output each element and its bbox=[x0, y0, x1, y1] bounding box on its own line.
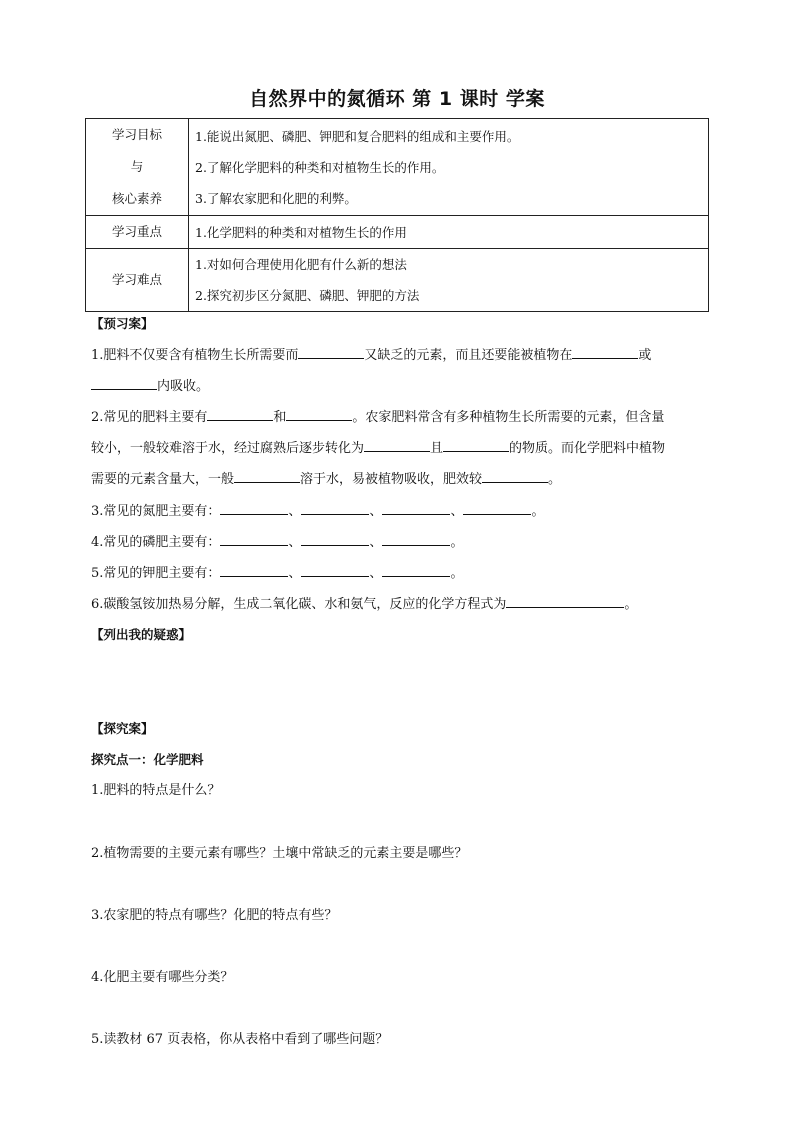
goal-item-1: 1.能说出氮肥、磷肥、钾肥和复合肥料的组成和主要作用。 bbox=[195, 128, 520, 144]
fill-blank[interactable] bbox=[220, 500, 288, 515]
fill-blank[interactable] bbox=[382, 531, 450, 546]
q2-text-c: 。农家肥料常含有多种植物生长所需要的元素，但含量 bbox=[352, 410, 665, 425]
goals-label-line-1: 学习目标 bbox=[111, 127, 162, 142]
separator: 、 bbox=[288, 566, 302, 581]
difficulties-label: 学习难点 bbox=[111, 272, 162, 287]
goals-label-cell bbox=[86, 119, 189, 216]
q2-text-f: 的物质。而化学肥料中植物 bbox=[509, 441, 666, 456]
fill-blank[interactable] bbox=[301, 562, 369, 577]
q1-text-d: 内吸收。 bbox=[157, 379, 210, 394]
period: 。 bbox=[531, 504, 545, 519]
goal-item-2: 2.了解化学肥料的种类和对植物生长的作用。 bbox=[195, 159, 445, 175]
doubts-heading: 【列出我的疑惑】 bbox=[91, 627, 192, 642]
fill-blank[interactable] bbox=[382, 562, 450, 577]
fill-blank[interactable] bbox=[286, 406, 352, 421]
separator: 、 bbox=[369, 535, 383, 550]
q1-text-a: 1.肥料不仅要含有植物生长所需要而 bbox=[91, 348, 299, 363]
fill-blank[interactable] bbox=[506, 593, 624, 608]
period: 。 bbox=[450, 566, 464, 581]
table-row-key-points bbox=[86, 216, 709, 249]
separator: 、 bbox=[369, 566, 383, 581]
q2-text-e: 且 bbox=[430, 441, 444, 456]
inquiry-question-2: 2.植物需要的主要元素有哪些？土壤中常缺乏的元素主要是哪些？ bbox=[91, 846, 468, 861]
page-title: 自然界中的氮循环 第 1 课时 学案 bbox=[249, 88, 545, 110]
preview-q6 bbox=[91, 593, 637, 616]
fill-blank[interactable] bbox=[220, 531, 288, 546]
fill-blank[interactable] bbox=[91, 375, 157, 390]
q3-text: 3.常见的氮肥主要有： bbox=[91, 504, 221, 519]
table-row-goals bbox=[86, 119, 709, 216]
difficulties-content-cell bbox=[189, 249, 709, 312]
q2-text-a: 2.常见的肥料主要有 bbox=[91, 410, 208, 425]
fill-blank[interactable] bbox=[463, 500, 531, 515]
q1-text-c: 或 bbox=[638, 348, 652, 363]
q2-text-i: 。 bbox=[548, 472, 562, 487]
key-points-label-cell bbox=[86, 216, 189, 249]
difficulty-item-1: 1.对如何合理使用化肥有什么新的想法 bbox=[195, 257, 407, 272]
q5-text: 5.常见的钾肥主要有： bbox=[91, 566, 221, 581]
table-row-difficulties bbox=[86, 249, 709, 312]
period: 。 bbox=[624, 597, 638, 612]
preview-heading: 【预习案】 bbox=[91, 316, 154, 331]
fill-blank[interactable] bbox=[301, 531, 369, 546]
separator: 、 bbox=[288, 535, 302, 550]
inquiry-question-5: 5.读教材 67 页表格，你从表格中看到了哪些问题？ bbox=[91, 1032, 389, 1047]
preview-q2-line-2 bbox=[91, 437, 665, 460]
preview-q2-line-1 bbox=[91, 406, 664, 429]
fill-blank[interactable] bbox=[220, 562, 288, 577]
fill-blank[interactable] bbox=[482, 468, 548, 483]
key-points-label: 学习重点 bbox=[111, 224, 162, 239]
period: 。 bbox=[450, 535, 464, 550]
goals-table bbox=[85, 118, 709, 312]
fill-blank[interactable] bbox=[298, 344, 364, 359]
separator: 、 bbox=[450, 504, 464, 519]
difficulty-item-2: 2.探究初步区分氮肥、磷肥、钾肥的方法 bbox=[195, 288, 420, 303]
preview-q5 bbox=[91, 562, 463, 585]
preview-q4 bbox=[91, 531, 463, 554]
goals-label-line-3: 核心素养 bbox=[111, 191, 162, 206]
inquiry-question-3: 3.农家肥的特点有哪些？化肥的特点有些？ bbox=[91, 908, 338, 923]
q6-text: 6.碳酸氢铵加热易分解，生成二氧化碳、水和氨气，反应的化学方程式为 bbox=[91, 597, 507, 612]
fill-blank[interactable] bbox=[572, 344, 638, 359]
fill-blank[interactable] bbox=[382, 500, 450, 515]
fill-blank[interactable] bbox=[443, 437, 509, 452]
inquiry-question-4: 4.化肥主要有哪些分类？ bbox=[91, 970, 234, 985]
q2-text-d: 较小，一般较难溶于水，经过腐熟后逐步转化为 bbox=[91, 441, 365, 456]
inquiry-question-1: 1.肥料的特点是什么？ bbox=[91, 783, 221, 798]
q1-text-b: 又缺乏的元素，而且还要能被植物在 bbox=[364, 348, 573, 363]
fill-blank[interactable] bbox=[301, 500, 369, 515]
q2-text-g: 需要的元素含量大，一般 bbox=[91, 472, 235, 487]
preview-q1-line-1 bbox=[91, 344, 651, 367]
key-points-content-cell bbox=[189, 216, 709, 249]
q2-text-b: 和 bbox=[273, 410, 287, 425]
preview-q3 bbox=[91, 500, 544, 523]
goals-label-line-2: 与 bbox=[130, 159, 144, 174]
inquiry-point-1: 探究点一：化学肥料 bbox=[91, 752, 204, 767]
preview-q2-line-3 bbox=[91, 468, 561, 491]
goal-item-3: 3.了解农家肥和化肥的利弊。 bbox=[195, 190, 357, 206]
goals-content-cell bbox=[189, 119, 709, 216]
q4-text: 4.常见的磷肥主要有： bbox=[91, 535, 221, 550]
inquiry-heading: 【探究案】 bbox=[91, 721, 154, 736]
key-point-item-1: 1.化学肥料的种类和对植物生长的作用 bbox=[195, 224, 407, 240]
fill-blank[interactable] bbox=[234, 468, 300, 483]
fill-blank[interactable] bbox=[207, 406, 273, 421]
q2-text-h: 溶于水，易被植物吸收，肥效较 bbox=[300, 472, 483, 487]
difficulties-label-cell bbox=[86, 249, 189, 312]
fill-blank[interactable] bbox=[364, 437, 430, 452]
preview-q1-line-2 bbox=[91, 375, 209, 398]
separator: 、 bbox=[288, 504, 302, 519]
separator: 、 bbox=[369, 504, 383, 519]
